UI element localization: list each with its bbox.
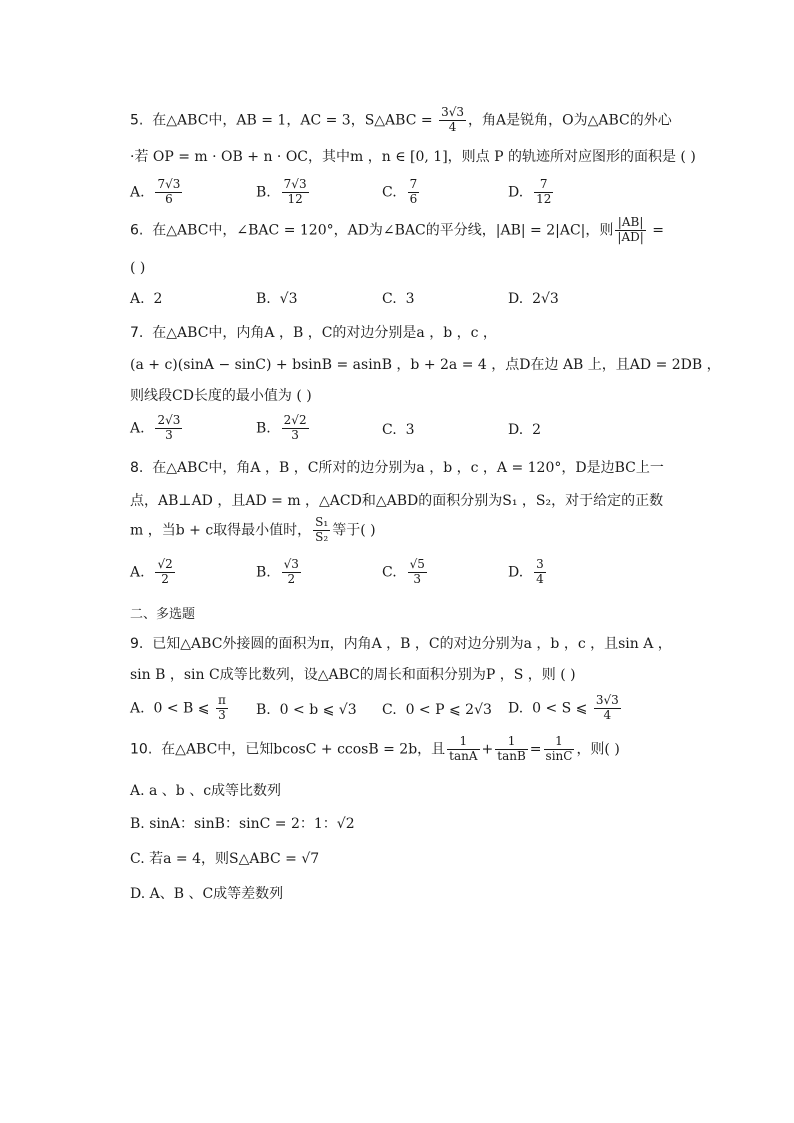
section-title-multiple-choice: 二、多选题	[130, 607, 196, 622]
q8-option-b: B. $\frac{√3}{2}$	[256, 557, 299, 586]
area-fraction: $\frac{3√3}{4}$	[441, 105, 464, 134]
question-8-line-2: 点，AB⊥AD ，且AD = m ，△ACD和△ABD的面积分别为S₁ ，S₂，对于给定的正数	[130, 493, 664, 509]
ab-ad-fraction: $\frac{|AB|}{|AD|}$	[617, 215, 644, 244]
q9-option-c: C. 0 < P ⩽ 2√3	[382, 702, 492, 718]
q7-option-b: B. $\frac{2√2}{3}$	[256, 413, 307, 442]
question-10-line-1: 10. 在△ABC中，已知bcosC + ccosB = 2b，且 $\frac{1}{\tan A}$ + $\frac{1}{\tan B}$ = $\frac{1}{\sin C}$ ，则( )	[130, 734, 620, 763]
question-7-line-2: (a + c)(sinA − sinC) + bsinB = asinB ，b + 2a = 4 ，点D在边 AB 上，且AD = 2DB ，	[130, 357, 721, 373]
q8-option-d: D. $\frac{3}{4}$	[508, 557, 544, 586]
q9-option-b: B. 0 < b ⩽ √3	[256, 702, 357, 718]
question-5-line-2: ·若 OP = m · OB + n · OC，其中m ，n ∈ [0, 1]，则点 P 的轨迹所对应图形的面积是 ( )	[130, 149, 696, 165]
question-7-line-3: 则线段CD长度的最小值为 ( )	[130, 388, 312, 404]
question-5-line-1: 5. 在△ABC中，AB = 1，AC = 3，S△ABC = $\frac{3√3}{4}$ ，角A是锐角，O为△ABC的外心	[130, 105, 672, 134]
q9-option-d: D. 0 < S ⩽ $\frac{3√3}{4}$	[508, 693, 619, 722]
s1-s2-fraction: $\frac{\text{S₁}}{\text{S₂}}$	[315, 515, 329, 544]
question-6-line-1: 6. 在△ABC中，∠BAC = 120°，AD为∠BAC的平分线，|AB| = 2|AC|，则 $\frac{|AB|}{|AD|}$ =	[130, 215, 664, 244]
q9-option-a: A. 0 < B ⩽ $\frac{\pi}{3}$	[130, 693, 226, 722]
question-9-line-2: sin B ，sin C成等比数列，设△ABC的周长和面积分别为P ，S ，则 ( )	[130, 667, 576, 683]
q5-option-a: A. $\frac{7√3}{6}$	[130, 177, 181, 206]
question-6-line-2: ( )	[130, 260, 146, 276]
q6-option-a: A. 2	[130, 291, 163, 307]
question-7-line-1: 7. 在△ABC中，内角A ，B ，C的对边分别是a ，b ，c ，	[130, 325, 497, 341]
q6-option-c: C. 3	[382, 291, 415, 307]
q5-option-c: C. $\frac{7}{6}$	[382, 177, 418, 206]
q5-option-d: D. $\frac{7}{12}$	[508, 177, 552, 206]
question-9-line-1: 9. 已知△ABC外接圆的面积为π，内角A ，B ，C的对边分别为a ，b ，c ，且sin A ，	[130, 636, 672, 652]
q5-option-b: B. $\frac{7√3}{12}$	[256, 177, 307, 206]
question-8-line-3: m ，当b + c取得最小值时， $\frac{\text{S₁}}{\text{S₂}}$ 等于( )	[130, 515, 376, 544]
q10-option-a: A. a 、b 、c成等比数列	[130, 783, 282, 799]
q7-option-a: A. $\frac{2√3}{3}$	[130, 413, 181, 442]
q8-option-a: A. $\frac{√2}{2}$	[130, 557, 173, 586]
q6-option-b: B. √3	[256, 291, 298, 307]
q6-option-d: D. 2√3	[508, 291, 559, 307]
q10-option-b: B. sinA：sinB：sinC = 2：1：√2	[130, 816, 355, 832]
q8-option-c: C. $\frac{√5}{3}$	[382, 557, 425, 586]
q10-option-d: D. A、B 、C成等差数列	[130, 886, 284, 902]
question-8-line-1: 8. 在△ABC中，角A ，B ，C所对的边分别为a ，b ，c ，A = 120°，D是边BC上一	[130, 460, 664, 476]
q7-option-c: C. 3	[382, 422, 415, 438]
q7-option-d: D. 2	[508, 422, 542, 438]
q10-option-c: C. 若a = 4，则S△ABC = √7	[130, 851, 320, 867]
